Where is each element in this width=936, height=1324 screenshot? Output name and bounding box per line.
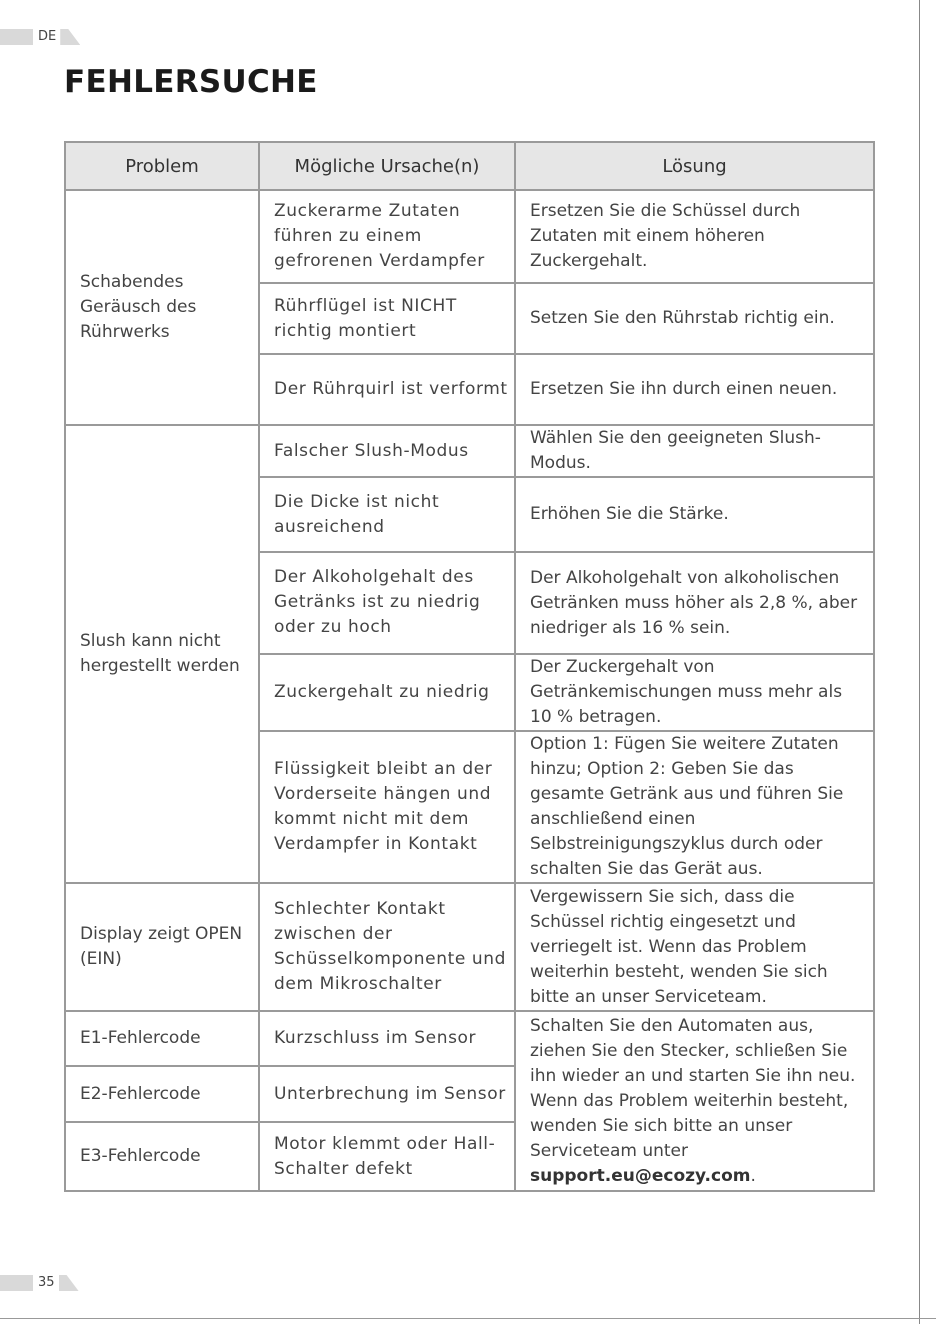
bottom-edge-rule xyxy=(0,1318,936,1319)
page-number: 35 xyxy=(33,1275,59,1291)
problem-cell: Slush kann nicht hergestellt werden xyxy=(65,425,259,883)
cause-cell: Der Rührquirl ist verformt xyxy=(259,354,515,425)
cause-cell: Zuckerarme Zutaten führen zu einem gefrorenen Verdampfer xyxy=(259,190,515,283)
solution-cell xyxy=(515,1011,874,1191)
table-row xyxy=(65,883,874,1011)
page-number-tab xyxy=(0,1275,79,1291)
tab-bar xyxy=(0,29,33,45)
cause-cell: Rührflügel ist NICHT richtig montiert xyxy=(259,283,515,354)
tab-arrow xyxy=(59,1275,79,1291)
troubleshooting-table xyxy=(64,141,875,1192)
table-header-row xyxy=(65,142,874,190)
solution-cell: Der Alkoholgehalt von alkoholischen Getränken muss höher als 2,8 %, aber niedriger als 16 % sein. xyxy=(515,552,874,654)
error-solution-text: Schalten Sie den Automaten aus, ziehen Sie den Stecker, schließen Sie ihn wieder an und starten Sie ihn neu. Wenn das Problem weiterhin besteht, wenden Sie sich bitte an unser Serviceteam unter xyxy=(530,1015,856,1161)
problem-cell: Display zeigt OPEN (EIN) xyxy=(65,883,259,1011)
error-code-cell: E1-Fehlercode xyxy=(65,1011,259,1066)
language-tab xyxy=(0,29,80,45)
language-label: DE xyxy=(33,29,60,45)
solution-cell: Erhöhen Sie die Stärke. xyxy=(515,477,874,552)
error-code-cell: E3-Fehlercode xyxy=(65,1122,259,1191)
solution-cell: Ersetzen Sie die Schüssel durch Zutaten mit einem höheren Zuckergehalt. xyxy=(515,190,874,283)
solution-cell: Setzen Sie den Rührstab richtig ein. xyxy=(515,283,874,354)
error-code-cell: E2-Fehlercode xyxy=(65,1066,259,1122)
cause-cell: Die Dicke ist nicht ausreichend xyxy=(259,477,515,552)
cause-cell: Kurzschluss im Sensor xyxy=(259,1011,515,1066)
solution-cell: Der Zuckergehalt von Getränkemischungen muss mehr als 10 % betragen. xyxy=(515,654,874,731)
cause-cell: Schlechter Kontakt zwischen der Schüsselkomponente und dem Mikroschalter xyxy=(259,883,515,1011)
cause-cell: Der Alkoholgehalt des Getränks ist zu niedrig oder zu hoch xyxy=(259,552,515,654)
cause-cell: Falscher Slush-Modus xyxy=(259,425,515,477)
solution-cell: Option 1: Fügen Sie weitere Zutaten hinzu; Option 2: Geben Sie das gesamte Getränk aus und führen Sie anschließend einen Selbstreinigungszyklus durch oder schalten Sie das Gerät aus. xyxy=(515,731,874,883)
error-solution-end: . xyxy=(750,1165,756,1186)
right-edge-rule xyxy=(919,0,920,1324)
support-email[interactable]: support.eu@ecozy.com xyxy=(530,1165,751,1186)
tab-arrow xyxy=(60,29,80,45)
cause-cell: Zuckergehalt zu niedrig xyxy=(259,654,515,731)
tab-bar xyxy=(0,1275,33,1291)
solution-cell: Ersetzen Sie ihn durch einen neuen. xyxy=(515,354,874,425)
page-title: FEHLERSUCHE xyxy=(64,64,318,100)
header-solution: Lösung xyxy=(515,142,874,190)
table-row xyxy=(65,190,874,283)
problem-cell: Schabendes Geräusch des Rührwerks xyxy=(65,190,259,425)
header-problem: Problem xyxy=(65,142,259,190)
cause-cell: Motor klemmt oder Hall-Schalter defekt xyxy=(259,1122,515,1191)
table-row xyxy=(65,1011,874,1066)
table-row xyxy=(65,425,874,477)
solution-cell: Wählen Sie den geeigneten Slush-Modus. xyxy=(515,425,874,477)
cause-cell: Flüssigkeit bleibt an der Vorderseite hängen und kommt nicht mit dem Verdampfer in Kontakt xyxy=(259,731,515,883)
header-cause: Mögliche Ursache(n) xyxy=(259,142,515,190)
solution-cell: Vergewissern Sie sich, dass die Schüssel richtig eingesetzt und verriegelt ist. Wenn das Problem weiterhin besteht, wenden Sie sich bitte an unser Serviceteam. xyxy=(515,883,874,1011)
cause-cell: Unterbrechung im Sensor xyxy=(259,1066,515,1122)
